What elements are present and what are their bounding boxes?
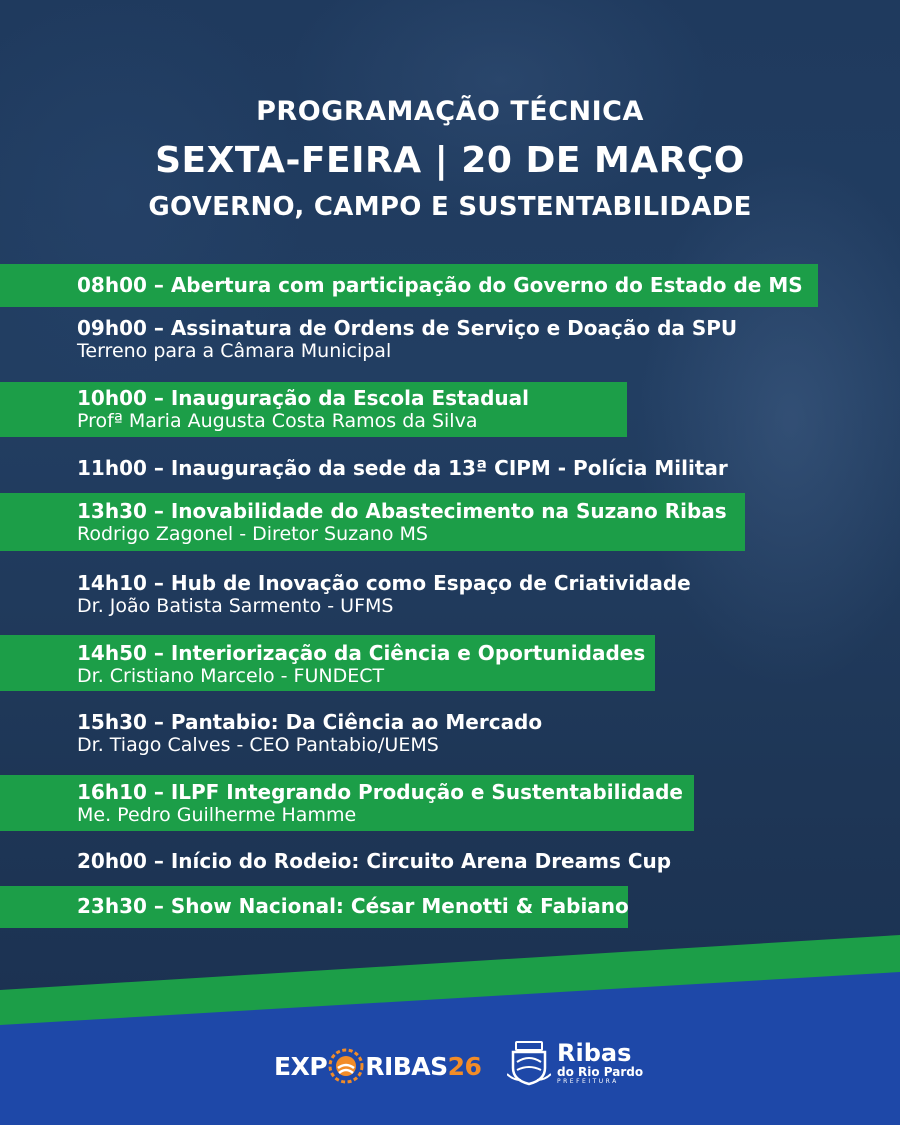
schedule-item-subtitle: Dr. Cristiano Marcelo - FUNDECT — [77, 665, 385, 687]
expo-ribas-logo — [274, 1042, 481, 1090]
city-logo-tag: PREFEITURA — [557, 1078, 619, 1085]
city-crest-icon — [507, 1040, 551, 1086]
schedule-item — [0, 493, 745, 551]
schedule-item-title: 09h00 – Assinatura de Ordens de Serviço e Doação da SPU — [77, 316, 738, 340]
program-title: PROGRAMAÇÃO TÉCNICA — [256, 96, 644, 127]
city-logo-name: Ribas — [557, 1039, 632, 1067]
event-date: SEXTA-FEIRA | 20 DE MARÇO — [155, 140, 745, 181]
schedule-item-title: 13h30 – Inovabilidade do Abastecimento na Suzano Ribas — [77, 499, 727, 523]
schedule-item — [0, 571, 760, 625]
schedule-item-title: 15h30 – Pantabio: Da Ciência ao Mercado — [77, 710, 543, 734]
schedule-item-subtitle: Me. Pedro Guilherme Hamme — [77, 804, 357, 826]
schedule-item-title: 08h00 – Abertura com participação do Governo do Estado de MS — [77, 273, 803, 297]
schedule-item-subtitle: Dr. Tiago Calves - CEO Pantabio/UEMS — [77, 734, 439, 756]
schedule-item — [0, 456, 760, 484]
schedule-item — [0, 886, 628, 928]
expo-logo-text-left: EXP — [274, 1051, 328, 1081]
schedule-item-title: 20h00 – Início do Rodeio: Circuito Arena Dreams Cup — [77, 849, 672, 873]
schedule-item-subtitle: Dr. João Batista Sarmento - UFMS — [77, 595, 394, 617]
sun-flower-icon — [328, 1048, 364, 1084]
schedule-item-subtitle: Rodrigo Zagonel - Diretor Suzano MS — [77, 523, 428, 545]
schedule-item-title: 11h00 – Inauguração da sede da 13ª CIPM - Polícia Militar — [77, 456, 728, 480]
expo-logo-year: 26 — [447, 1051, 482, 1081]
program-theme: GOVERNO, CAMPO E SUSTENTABILIDADE — [148, 192, 752, 222]
schedule-item — [0, 264, 818, 307]
city-logo-sub: do Rio Pardo — [557, 1065, 644, 1079]
schedule-item — [0, 775, 694, 831]
schedule-item — [0, 635, 655, 691]
schedule-item — [0, 849, 760, 877]
footer-waves — [0, 930, 900, 1125]
schedule-item — [0, 382, 627, 437]
schedule-item-subtitle: Terreno para a Câmara Municipal — [77, 340, 392, 362]
schedule-item — [0, 316, 760, 370]
schedule-item-title: 14h10 – Hub de Inovação como Espaço de Criatividade — [77, 571, 691, 595]
expo-logo-text-right: RIBAS — [365, 1051, 448, 1081]
schedule-item-title: 10h00 – Inauguração da Escola Estadual — [77, 386, 529, 410]
schedule-item-title: 16h10 – ILPF Integrando Produção e Sustentabilidade — [77, 780, 683, 804]
schedule-item-subtitle: Profª Maria Augusta Costa Ramos da Silva — [77, 410, 478, 432]
city-hall-logo — [507, 1040, 643, 1086]
schedule-item — [0, 710, 760, 764]
schedule-item-title: 23h30 – Show Nacional: César Menotti & Fabiano — [77, 894, 629, 918]
schedule-item-title: 14h50 – Interiorização da Ciência e Oportunidades — [77, 641, 646, 665]
